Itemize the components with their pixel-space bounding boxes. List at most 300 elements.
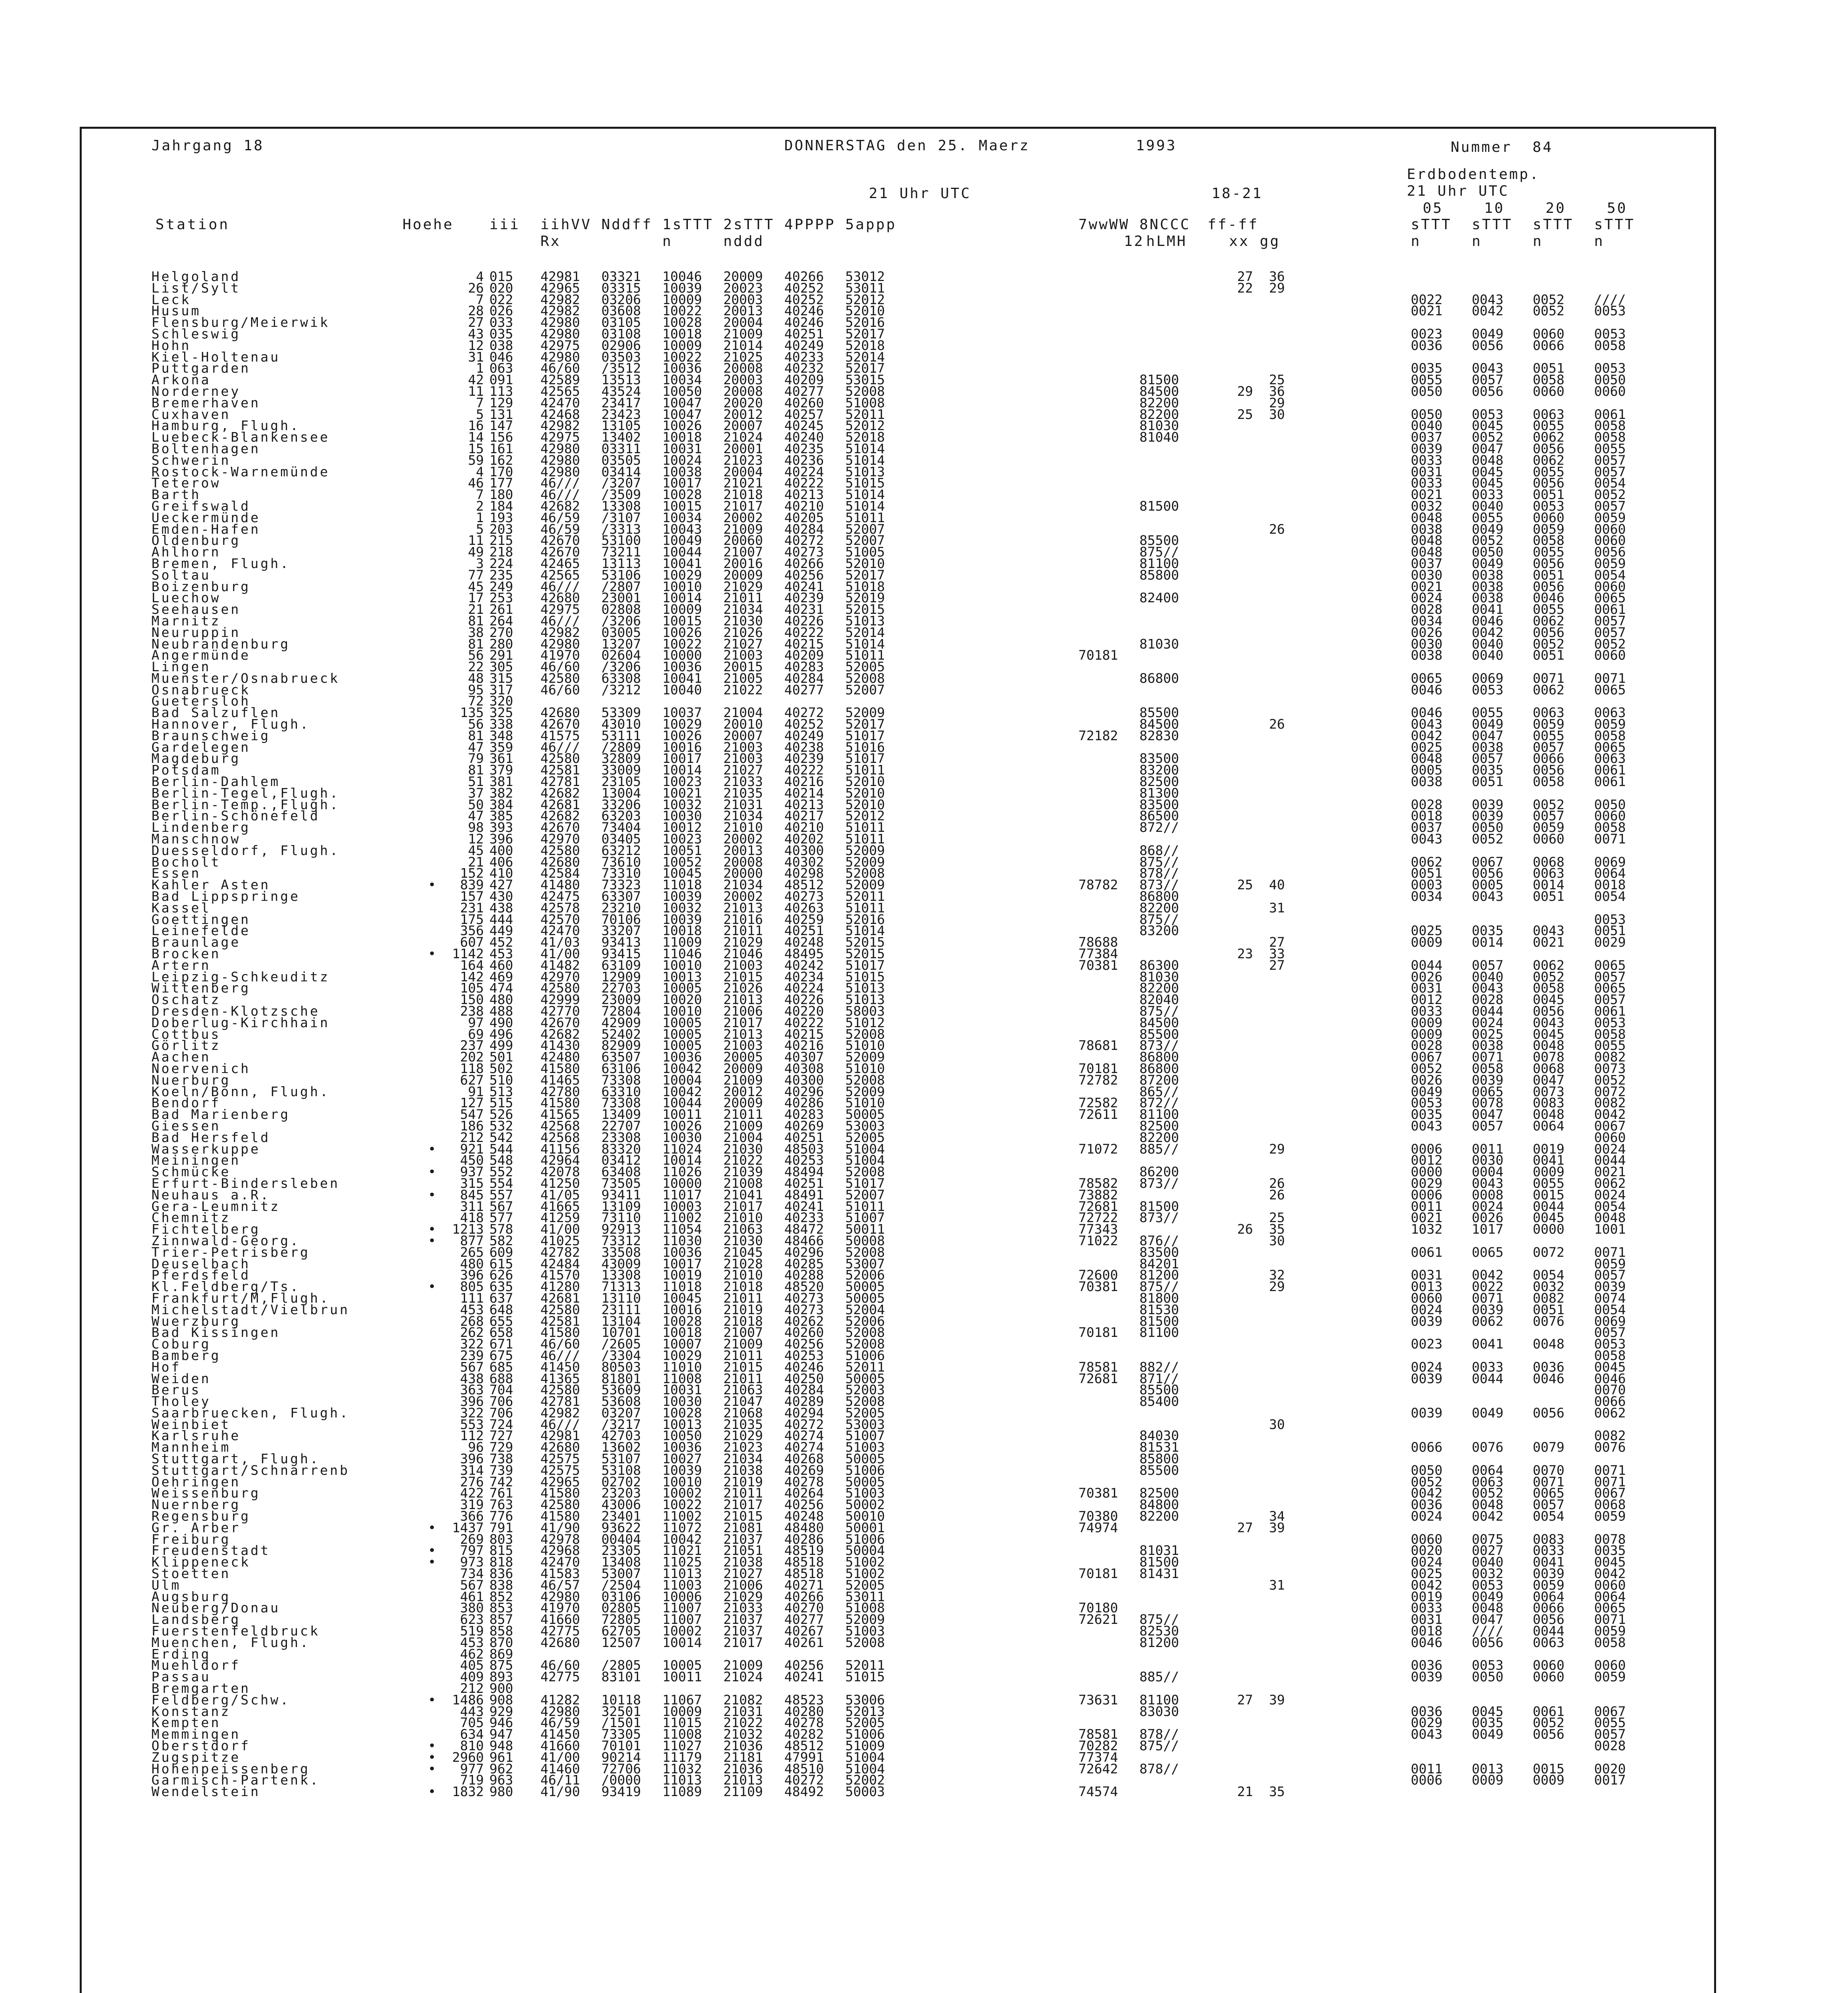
station-name: Bremerhaven <box>151 395 261 411</box>
appp-value: 52005 <box>845 659 885 675</box>
table-row <box>0 810 1848 822</box>
nddff-value: /0000 <box>601 1772 641 1788</box>
hoehe-value: 45 <box>468 578 484 594</box>
soil-10-value: 0043 <box>1472 980 1504 996</box>
iii-value: 963 <box>489 1772 513 1788</box>
appp-value: 52006 <box>845 1267 885 1283</box>
table-row <box>0 1347 1848 1363</box>
nccc-value: 84500 <box>1139 383 1179 399</box>
table-row <box>0 1301 1848 1317</box>
pppp-value: 40245 <box>784 418 824 434</box>
gg-value: 35 <box>1269 1784 1285 1800</box>
soil-10-value: 0028 <box>1472 992 1504 1008</box>
table-row <box>0 383 1848 399</box>
appp-value: 52007 <box>845 1187 885 1203</box>
sttt2-value: 21004 <box>723 1129 763 1145</box>
station-name: Wendelstein <box>151 1784 261 1800</box>
nccc-value: 83200 <box>1139 762 1179 778</box>
iihvv-value: 42581 <box>540 762 580 778</box>
nddff-value: 02805 <box>601 1600 641 1616</box>
pppp-value: 40260 <box>784 1325 824 1340</box>
station-name: Feldberg/Schw. <box>151 1692 291 1708</box>
sttt2-value: 21008 <box>723 1175 763 1191</box>
appp-value: 52008 <box>845 1394 885 1409</box>
station-name: Stuttgart, Flugh. <box>151 1451 320 1467</box>
table-row <box>0 842 1848 858</box>
sttt2-value: 21026 <box>723 624 763 640</box>
iihvv-value: 41460 <box>540 1761 580 1777</box>
pppp-value: 40251 <box>784 326 824 342</box>
soil-05-value: 0023 <box>1411 1336 1443 1352</box>
sttt1-value: 10010 <box>662 578 702 594</box>
iii-value: 513 <box>489 1083 513 1099</box>
iii-value: 675 <box>489 1347 513 1363</box>
nccc-value: 84030 <box>1139 1428 1179 1444</box>
iii-value: 706 <box>489 1394 513 1409</box>
iii-value: 170 <box>489 464 513 480</box>
sttt2-value: 21009 <box>723 1118 763 1134</box>
pppp-value: 40251 <box>784 1175 824 1191</box>
station-name: Weiden <box>151 1370 211 1386</box>
iihvv-value: 46/// <box>540 487 580 503</box>
soil-20-value: 0048 <box>1533 1038 1565 1053</box>
station-name: Neuhaus a.R. <box>151 1187 271 1203</box>
station-name: Artern <box>151 957 211 973</box>
wwww-value: 78582 <box>1078 1175 1118 1191</box>
iii-value: 908 <box>489 1692 513 1708</box>
soil-05-value: 0046 <box>1411 1634 1443 1650</box>
pppp-value: 40224 <box>784 464 824 480</box>
nddff-value: 03414 <box>601 464 641 480</box>
soil-20-value: 0055 <box>1533 1175 1565 1191</box>
gg-value: 35 <box>1269 1221 1285 1237</box>
sttt1-value: 10047 <box>662 406 702 422</box>
appp-value: 52008 <box>845 1244 885 1260</box>
appp-value: 52017 <box>845 326 885 342</box>
sttt2-value: 21009 <box>723 1336 763 1352</box>
hoehe-value: 453 <box>460 1301 484 1317</box>
station-name: Duesseldorf, Flugh. <box>151 842 340 858</box>
soil-05-value: 0000 <box>1411 1164 1443 1180</box>
station-name: Braunlage <box>151 934 241 950</box>
nccc-value: 878// <box>1139 1726 1179 1742</box>
hoehe-value: 315 <box>460 1175 484 1191</box>
iihvv-value: 42670 <box>540 544 580 560</box>
soil-20-value: 0057 <box>1533 1497 1565 1513</box>
soil-50-value: 0051 <box>1594 923 1626 939</box>
appp-value: 52014 <box>845 624 885 640</box>
iihvv-value: 42982 <box>540 1405 580 1421</box>
hoehe-value: 1486 <box>452 1692 484 1708</box>
soil-20-value: 0021 <box>1533 934 1565 950</box>
hoehe-value: 1 <box>476 360 484 376</box>
appp-value: 52005 <box>845 1129 885 1145</box>
nccc-value: 873// <box>1139 877 1179 893</box>
nddff-value: 63109 <box>601 957 641 973</box>
sttt1-value: 10027 <box>662 1451 702 1467</box>
soil-10-value: 0039 <box>1472 1072 1504 1088</box>
iii-value: 452 <box>489 934 513 950</box>
appp-value: 50003 <box>845 1784 885 1800</box>
station-name: Braunschweig <box>151 727 271 743</box>
appp-value: 53015 <box>845 372 885 388</box>
pppp-value: 40248 <box>784 1508 824 1524</box>
appp-value: 51014 <box>845 487 885 503</box>
pppp-value: 40231 <box>784 601 824 617</box>
appp-value: 51006 <box>845 1531 885 1547</box>
soil-05-value: 0046 <box>1411 682 1443 698</box>
station-name: Oschatz <box>151 992 221 1008</box>
sttt1-value: 11013 <box>662 1772 702 1788</box>
iihvv-value: 42975 <box>540 429 580 445</box>
nccc-value: 873// <box>1139 1175 1179 1191</box>
iii-value: 026 <box>489 303 513 319</box>
sttt1-value: 10005 <box>662 1038 702 1053</box>
iii-value: 033 <box>489 314 513 330</box>
pppp-value: 40273 <box>784 544 824 560</box>
pppp-value: 40242 <box>784 957 824 973</box>
soil-50-value: 0053 <box>1594 303 1626 319</box>
station-name: Hannover, Flugh. <box>151 716 310 732</box>
station-name: Aachen <box>151 1049 211 1065</box>
soil-50-value: 0078 <box>1594 1531 1626 1547</box>
hoehe-value: 47 <box>468 739 484 755</box>
col-rx: Rx <box>540 233 561 250</box>
iihvv-value: 42670 <box>540 716 580 732</box>
soil-05-value: 0060 <box>1411 1290 1443 1306</box>
sttt1-value: 11002 <box>662 1508 702 1524</box>
soil-20-value: 0056 <box>1533 555 1565 571</box>
iihvv-value: 46/60 <box>540 360 580 376</box>
appp-value: 52009 <box>845 1612 885 1627</box>
nccc-value: 82200 <box>1139 1129 1179 1145</box>
sttt2-value: 20003 <box>723 372 763 388</box>
soil-05-value: 0043 <box>1411 1726 1443 1742</box>
soil-05-value: 0038 <box>1411 521 1443 537</box>
sttt1-value: 10009 <box>662 1703 702 1719</box>
nddff-value: 33508 <box>601 1244 641 1260</box>
table-row <box>0 1568 1848 1580</box>
hoehe-value: 77 <box>468 567 484 583</box>
soil-05-value: 0028 <box>1411 601 1443 617</box>
sttt2-value: 21011 <box>723 1290 763 1306</box>
table-row <box>0 374 1848 386</box>
mountain-marker: • <box>428 1221 436 1237</box>
iii-value: 348 <box>489 727 513 743</box>
table-row <box>0 684 1848 696</box>
sttt2-value: 21023 <box>723 1439 763 1455</box>
sttt1-value: 10036 <box>662 1049 702 1065</box>
iihvv-value: 42982 <box>540 291 580 307</box>
pppp-value: 48472 <box>784 1221 824 1237</box>
table-row <box>0 1657 1848 1673</box>
soil-20-value: 0052 <box>1533 636 1565 652</box>
soil-10-value: 0071 <box>1472 1049 1504 1065</box>
iii-value: 177 <box>489 475 513 491</box>
nddff-value: /3217 <box>601 1416 641 1432</box>
soil-10-value: 0056 <box>1472 1634 1504 1650</box>
appp-value: 52012 <box>845 418 885 434</box>
nddff-value: 63507 <box>601 1049 641 1065</box>
appp-value: 52011 <box>845 406 885 422</box>
soil-05-value: 0050 <box>1411 1462 1443 1478</box>
sttt2-value: 21036 <box>723 1738 763 1753</box>
nddff-value: 33206 <box>601 796 641 812</box>
appp-value: 51013 <box>845 992 885 1008</box>
soil-10-value: 0049 <box>1472 521 1504 537</box>
sttt2-value: 21015 <box>723 1359 763 1375</box>
year: 1993 <box>1136 138 1177 154</box>
nddff-value: 53108 <box>601 1462 641 1478</box>
soil-20-value: 0051 <box>1533 888 1565 904</box>
sttt1-value: 10017 <box>662 1256 702 1272</box>
sttt1-value: 11008 <box>662 1726 702 1742</box>
sttt1-value: 10011 <box>662 1669 702 1685</box>
soil-50-value: 0024 <box>1594 1187 1626 1203</box>
station-name: Hof <box>151 1359 181 1375</box>
appp-value: 50005 <box>845 1451 885 1467</box>
sttt2-value: 21011 <box>723 590 763 606</box>
iihvv-value: 42980 <box>540 326 580 342</box>
soil-50-value: 0062 <box>1594 1175 1626 1191</box>
sttt1-value: 10030 <box>662 1129 702 1145</box>
soil-05-value: 0042 <box>1411 1577 1443 1593</box>
soil-10-value: 0049 <box>1472 555 1504 571</box>
soil-20-value: 0046 <box>1533 590 1565 606</box>
soil-50-value: 0053 <box>1594 326 1626 342</box>
gg-value: 29 <box>1269 280 1285 296</box>
soil-05-value: 0036 <box>1411 1657 1443 1673</box>
wwww-value: 78681 <box>1078 1038 1118 1053</box>
soil-10-value: 0024 <box>1472 1014 1504 1030</box>
soil-20-value: 0060 <box>1533 326 1565 342</box>
station-name: Kiel-Holtenau <box>151 349 281 365</box>
sttt2-value: 21011 <box>723 1347 763 1363</box>
soil-10-value: 0040 <box>1472 647 1504 663</box>
iii-value: 655 <box>489 1313 513 1329</box>
col-sttt-50: sTTT <box>1594 216 1635 233</box>
table-row <box>0 1040 1848 1052</box>
pppp-value: 40256 <box>784 1657 824 1673</box>
soil-20-value: 0060 <box>1533 509 1565 525</box>
soil-10-value: 0041 <box>1472 1336 1504 1352</box>
sttt2-value: 21010 <box>723 820 763 835</box>
nccc-value: 873// <box>1139 1210 1179 1226</box>
appp-value: 51014 <box>845 923 885 939</box>
iihvv-value: 42781 <box>540 1394 580 1409</box>
hoehe-value: 422 <box>460 1485 484 1501</box>
appp-value: 51014 <box>845 636 885 652</box>
station-name: Soltau <box>151 567 211 583</box>
iii-value: 776 <box>489 1508 513 1524</box>
sttt1-value: 10028 <box>662 1405 702 1421</box>
sttt1-value: 10000 <box>662 1175 702 1191</box>
table-row <box>0 1726 1848 1742</box>
hoehe-value: 7 <box>476 291 484 307</box>
nddff-value: 13105 <box>601 418 641 434</box>
station-name: Michelstadt/Vielbrun <box>151 1301 350 1317</box>
sttt2-value: 21019 <box>723 1474 763 1490</box>
soil-10-value: 0014 <box>1472 934 1504 950</box>
ff-value: 25 <box>1237 406 1253 422</box>
sttt1-value: 10026 <box>662 418 702 434</box>
soil-50-value: 0071 <box>1594 831 1626 847</box>
hoehe-value: 212 <box>460 1129 484 1145</box>
iii-value: 499 <box>489 1038 513 1053</box>
appp-value: 52009 <box>845 854 885 870</box>
iii-value: 253 <box>489 590 513 606</box>
iihvv-value: 42999 <box>540 992 580 1008</box>
station-name: Saarbruecken, Flugh. <box>151 1405 350 1421</box>
appp-value: 52015 <box>845 934 885 950</box>
sttt1-value: 10009 <box>662 337 702 353</box>
iii-value: 406 <box>489 854 513 870</box>
nddff-value: 03405 <box>601 831 641 847</box>
table-row <box>0 1060 1848 1076</box>
appp-value: 51010 <box>845 1060 885 1076</box>
iihvv-value: 42475 <box>540 888 580 904</box>
sttt2-value: 21017 <box>723 1014 763 1030</box>
pppp-value: 40216 <box>784 774 824 790</box>
soil-20-value: 0058 <box>1533 372 1565 388</box>
soil-05-value: 0035 <box>1411 360 1443 376</box>
iii-value: 544 <box>489 1141 513 1157</box>
nddff-value: 73312 <box>601 1232 641 1248</box>
soil-10-value: //// <box>1472 1623 1504 1639</box>
sttt1-value: 10022 <box>662 349 702 365</box>
table-row <box>0 291 1848 307</box>
nccc-value: 81500 <box>1139 1198 1179 1214</box>
sttt1-value: 10009 <box>662 291 702 307</box>
hoehe-value: 276 <box>460 1474 484 1490</box>
appp-value: 52015 <box>845 946 885 962</box>
station-name: Landsberg <box>151 1612 241 1627</box>
station-name: Puttgarden <box>151 360 251 376</box>
table-row <box>0 535 1848 546</box>
sttt1-value: 10034 <box>662 372 702 388</box>
soil-20-value: 0059 <box>1533 521 1565 537</box>
soil-10-value: 0075 <box>1472 1531 1504 1547</box>
iii-value: 131 <box>489 406 513 422</box>
iii-value: 761 <box>489 1485 513 1501</box>
appp-value: 51009 <box>845 1738 885 1753</box>
soil-20-value: 0066 <box>1533 337 1565 353</box>
soil-05-value: 0036 <box>1411 337 1443 353</box>
soil-50-value: 0054 <box>1594 1301 1626 1317</box>
soil-10-value: 0004 <box>1472 1164 1504 1180</box>
pppp-value: 40294 <box>784 1405 824 1421</box>
soil-05-value: 0009 <box>1411 1014 1443 1030</box>
iii-value: 577 <box>489 1210 513 1226</box>
hoehe-value: 96 <box>468 1439 484 1455</box>
pppp-value: 40250 <box>784 1370 824 1386</box>
appp-value: 50005 <box>845 1370 885 1386</box>
soil-10-value: 0067 <box>1472 854 1504 870</box>
pppp-value: 40209 <box>784 372 824 388</box>
iihvv-value: 42975 <box>540 337 580 353</box>
sttt2-value: 21006 <box>723 1577 763 1593</box>
iihvv-value: 42965 <box>540 280 580 296</box>
nccc-value: 85500 <box>1139 1462 1179 1478</box>
sttt1-value: 10018 <box>662 923 702 939</box>
station-name: Passau <box>151 1669 211 1685</box>
nddff-value: /3107 <box>601 509 641 525</box>
appp-value: 51002 <box>845 1554 885 1570</box>
wwww-value: 71022 <box>1078 1232 1118 1248</box>
iii-value: 510 <box>489 1072 513 1088</box>
sttt2-value: 21027 <box>723 1566 763 1582</box>
iihvv-value: 42568 <box>540 1118 580 1134</box>
sttt1-value: 10002 <box>662 1485 702 1501</box>
table-row <box>0 948 1848 960</box>
iii-value: 724 <box>489 1416 513 1432</box>
soil-10-value: 0038 <box>1472 578 1504 594</box>
soil-10-value: 0045 <box>1472 418 1504 434</box>
station-name: Kahler Asten <box>151 877 271 893</box>
sttt2-value: 21013 <box>723 1026 763 1042</box>
iii-value: 763 <box>489 1497 513 1513</box>
soil-05-value: 0006 <box>1411 1141 1443 1157</box>
station-name: Teterow <box>151 475 221 491</box>
sttt2-value: 21181 <box>723 1749 763 1765</box>
soil-05-value: 0034 <box>1411 888 1443 904</box>
gg-value: 29 <box>1269 1141 1285 1157</box>
nddff-value: 70106 <box>601 911 641 927</box>
soil-05-value: 0029 <box>1411 1715 1443 1731</box>
appp-value: 51014 <box>845 498 885 514</box>
nddff-value: 13513 <box>601 372 641 388</box>
hoehe-value: 38 <box>468 624 484 640</box>
soil-50-value: 0048 <box>1594 1210 1626 1226</box>
nddff-value: 33207 <box>601 923 641 939</box>
station-name: Wasserkuppe <box>151 1141 261 1157</box>
sttt1-value: 10016 <box>662 739 702 755</box>
soil-05-value: 0032 <box>1411 498 1443 514</box>
iii-value: 791 <box>489 1519 513 1535</box>
col-8nccc: 8NCCC <box>1139 216 1191 233</box>
soil-50-value: 0057 <box>1594 464 1626 480</box>
iihvv-value: 41465 <box>540 1072 580 1088</box>
pppp-value: 40264 <box>784 1485 824 1501</box>
pppp-value: 40256 <box>784 567 824 583</box>
iii-value: 853 <box>489 1600 513 1616</box>
soil-20-value: 0065 <box>1533 1485 1565 1501</box>
col-n-05: n <box>1411 233 1420 250</box>
station-name: Regensburg <box>151 1508 251 1524</box>
appp-value: 52012 <box>845 808 885 824</box>
iihvv-value: 42580 <box>540 1301 580 1317</box>
soil-50-value: 0058 <box>1594 1634 1626 1650</box>
sttt2-value: 21039 <box>723 1164 763 1180</box>
iihvv-value: 42682 <box>540 808 580 824</box>
soil-50-value: 0065 <box>1594 957 1626 973</box>
nddff-value: 13110 <box>601 1290 641 1306</box>
station-name: Ulm <box>151 1577 181 1593</box>
sttt1-value: 10009 <box>662 601 702 617</box>
station-name: Doberlug-Kirchhain <box>151 1014 330 1030</box>
nccc-value: 84800 <box>1139 1497 1179 1513</box>
soil-50-value: 0059 <box>1594 1669 1626 1685</box>
soil-05-value: 0039 <box>1411 1370 1443 1386</box>
appp-value: 52012 <box>845 291 885 307</box>
iihvv-value: 46/59 <box>540 509 580 525</box>
ff-value: 29 <box>1237 383 1253 399</box>
appp-value: 51014 <box>845 452 885 468</box>
soil-10-value: 0032 <box>1472 1566 1504 1582</box>
sttt2-value: 20009 <box>723 567 763 583</box>
soil-20-value: 0015 <box>1533 1187 1565 1203</box>
hoehe-value: 443 <box>460 1703 484 1719</box>
